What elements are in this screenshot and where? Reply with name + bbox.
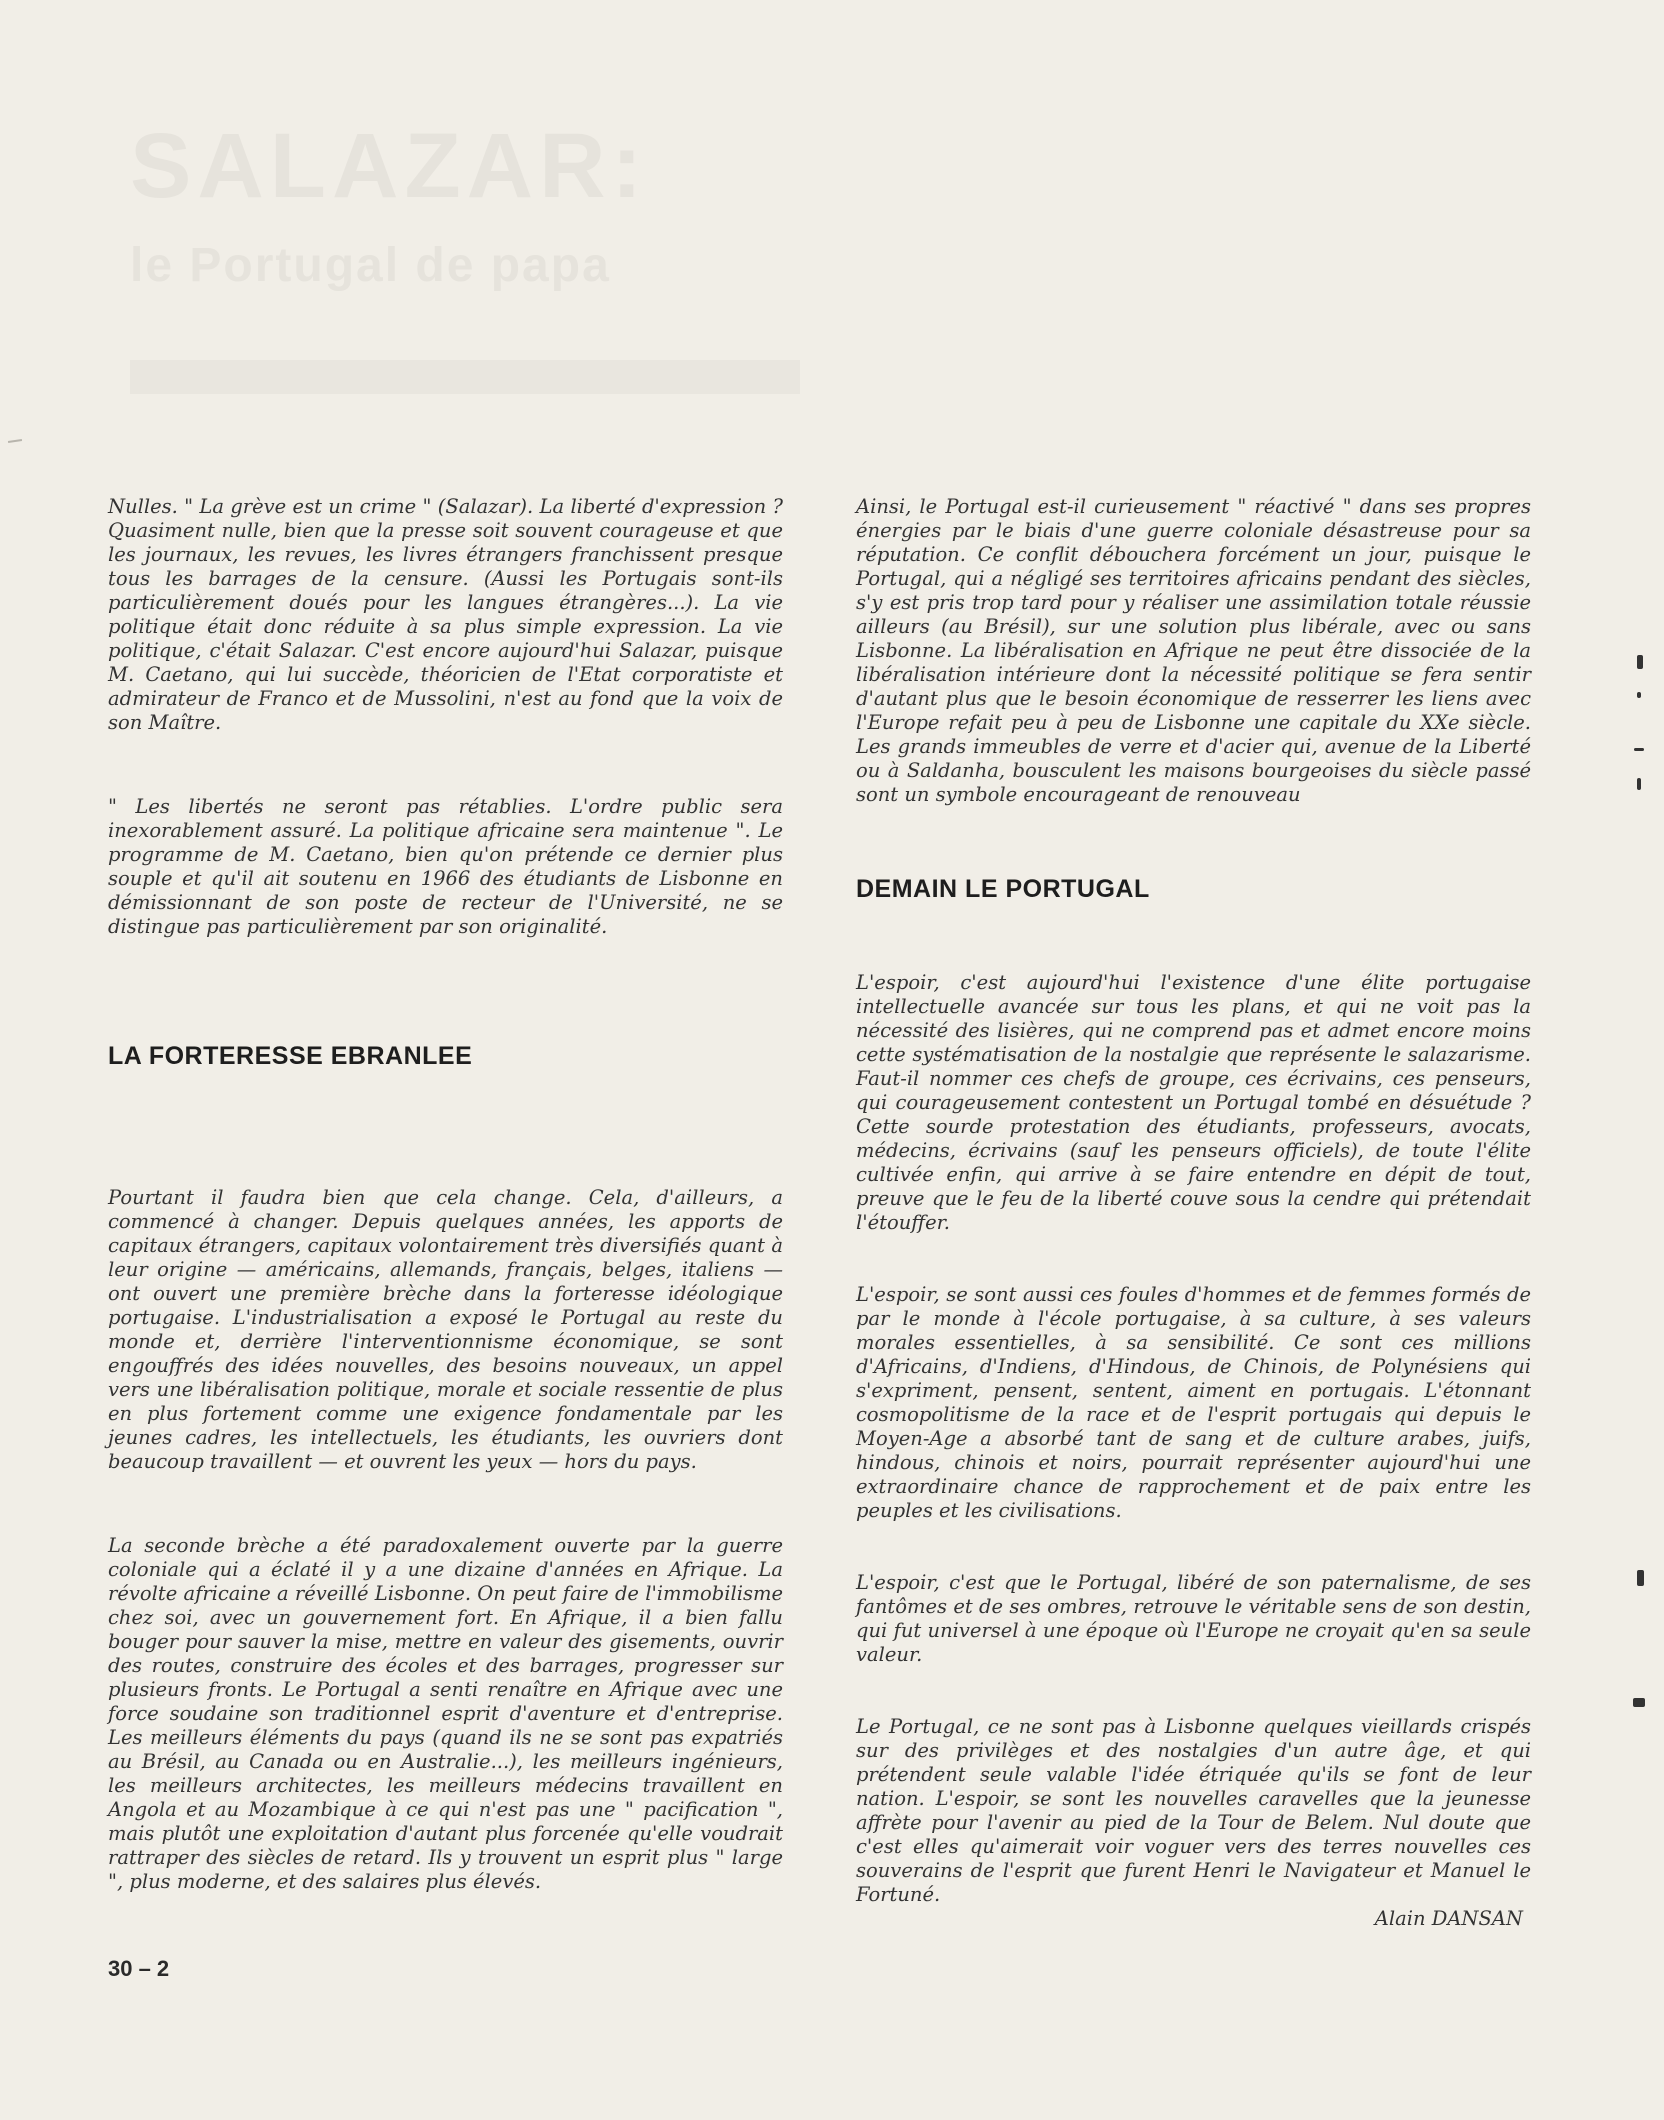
ghost-title: SALAZAR: bbox=[130, 115, 649, 217]
left-paragraph-3: Pourtant il faudra bien que cela change. Cela, d'ailleurs, a commencé à changer. Depuis quelques années, les apports de capitaux étrangers, capitaux volontairement très diversifiés quant à leur origine — américains, allemands, français, belges, italiens — ont ouvert une première brèche dans la forteresse idéologique portugaise. L'industrialisation a exposé le Portugal au reste du monde et, derrière l'interventionnisme économique, se sont engouffrés des idées nouvelles, des besoins nouveaux, un appel vers une libéralisation politique, morale et sociale ressentie de plus en plus fortement comme une exigence fondamentale par les jeunes cadres, les intellectuels, les étudiants, les ouvriers dont beaucoup travaillent — et ouvrent les yeux — hors du pays. bbox=[108, 1186, 783, 1473]
show-through-header bbox=[130, 115, 830, 394]
paragraph-gap bbox=[856, 1667, 1531, 1715]
right-paragraph-3: L'espoir, se sont aussi ces foules d'hommes et de femmes formés de par le monde à l'école portugaise, à sa culture, à ses valeurs morales essentielles, à sa sensibilité. Ce sont ces millions d'Africains, d'Indiens, d'Hindous, de Chinois, de Polynésiens qui s'expriment, pensent, sentent, aiment en portugais. L'étonnant cosmopolitisme de la race et de l'esprit portugais qui depuis le Moyen-Age a absorbé tant de sang et de culture arabes, juifs, hindous, chinois et noirs, pourrait représenter aujourd'hui une extraordinaire chance de rapprochement et de paix entre les peuples et les civilisations. bbox=[856, 1283, 1531, 1522]
ghost-bar bbox=[130, 360, 800, 394]
section-heading-demain: DEMAIN LE PORTUGAL bbox=[856, 875, 1150, 903]
section-heading-forteresse: LA FORTERESSE EBRANLEE bbox=[108, 1042, 473, 1070]
ghost-subtitle: le Portugal de papa bbox=[130, 239, 611, 292]
margin-tick bbox=[8, 439, 22, 443]
margin-mark bbox=[1637, 692, 1641, 698]
right-paragraph-2: L'espoir, c'est aujourd'hui l'existence d'une élite portugaise intellectuelle avancée sur tous les plans, et qui ne voit pas la nécessité des lisières, qui ne comprend pas et admet encore moins cette systématisation de la nostalgie que représente le salazarisme. Faut-il nommer ces chefs de groupe, ces écrivains, ces penseurs, qui courageusement contestent un Portugal tombé en désuétude ? Cette sourde protestation des étudiants, professeurs, avocats, médecins, écrivains (sauf les penseurs officiels), de toute l'élite cultivée enfin, qui arrive à se faire entendre en dépit de tout, preuve que le feu de la liberté couve sous la cendre qui prétendait l'étouffer. bbox=[856, 971, 1531, 1234]
paragraph-gap bbox=[108, 735, 783, 795]
right-paragraph-1: Ainsi, le Portugal est-il curieusement " réactivé " dans ses propres énergies par le biais d'une guerre coloniale désastreuse pour sa réputation. Ce conflit débouchera forcément un jour, puisque le Portugal, qui a négligé ses territoires africains pendant des siècles, s'y est pris trop tard pour y réaliser une assimilation totale réussie ailleurs (au Brésil), sur une solution plus libérale, avec ou sans Lisbonne. La libéralisation en Afrique ne peut être dissociée de la libéralisation intérieure dont la nécessité politique se fera sentir d'autant plus que le besoin économique de resserrer les liens avec l'Europe refait peu à peu de Lisbonne une capitale du XXe siècle. Les grands immeubles de verre et d'acier qui, avenue de la Liberté ou à Saldanha, bousculent les maisons bourgeoises du siècle passé sont un symbole encourageant de renouveau bbox=[856, 495, 1531, 806]
right-paragraph-5: Le Portugal, ce ne sont pas à Lisbonne quelques vieillards crispés sur des privilèges et des nostalgies d'un autre âge, et qui prétendent seule valable l'idée étriquée qu'ils se font de leur nation. L'espoir, se sont les nouvelles caravelles que la jeunesse affrète pour l'avenir au pied de la Tour de Belem. Nul doute que c'est elles qu'aimerait voir voguer vers des terres nouvelles ces souverains de l'esprit que furent Henri le Navigateur et Manuel le Fortuné. bbox=[856, 1715, 1531, 1906]
author-signature: Alain DANSAN bbox=[1374, 1907, 1523, 1930]
right-paragraph-4: L'espoir, c'est que le Portugal, libéré de son paternalisme, de ses fantômes et de ses ombres, retrouve le véritable sens de son destin, qui fut universel à une époque où l'Europe ne croyait qu'en sa seule valeur. bbox=[856, 1571, 1531, 1666]
left-paragraph-4: La seconde brèche a été paradoxalement ouverte par la guerre coloniale qui a éclaté il y a une dizaine d'années en Afrique. La révolte africaine a réveillé Lisbonne. On peut faire de l'immobilisme chez soi, avec un gouvernement fort. En Afrique, il a bien fallu bouger pour sauver la mise, mettre en valeur des gisements, ouvrir des routes, construire des écoles et des barrages, progresser sur plusieurs fronts. Le Portugal a senti renaître en Afrique avec une force soudaine son traditionnel esprit d'aventure et d'entreprise. Les meilleurs éléments du pays (quand ils ne se sont pas expatriés au Brésil, au Canada ou en Australie...), les meilleurs ingénieurs, les meilleurs architectes, les meilleurs médecins travaillent en Angola et au Mozambique à ce qui n'est pas une " pacification ", mais plutôt une exploitation d'autant plus forcenée qu'elle voudrait rattraper des siècles de retard. Ils y trouvent un esprit plus " large ", plus moderne, et des salaires plus élevés. bbox=[108, 1534, 783, 1893]
margin-mark bbox=[1634, 748, 1644, 751]
paragraph-gap bbox=[856, 1523, 1531, 1571]
right-column bbox=[856, 495, 1531, 1931]
margin-mark bbox=[1637, 778, 1641, 790]
paragraph-gap bbox=[108, 1474, 783, 1534]
paragraph-gap bbox=[856, 1235, 1531, 1283]
margin-mark bbox=[1637, 1570, 1644, 1586]
left-paragraph-2: " Les libertés ne seront pas rétablies. L'ordre public sera inexorablement assuré. La politique africaine sera maintenue ". Le programme de M. Caetano, bien qu'on prétende ce dernier plus souple et qu'il ait soutenu en 1966 des étudiants de Lisbonne en démissionnant de son poste de recteur de l'Université, ne se distingue pas particulièrement par son originalité. bbox=[108, 795, 783, 938]
left-paragraph-1: Nulles. " La grève est un crime " (Salazar). La liberté d'expression ? Quasiment nulle, bien que la presse soit souvent courageuse et que les journaux, les revues, les livres étrangers franchissent presque tous les barrages de la censure. (Aussi les Portugais sont-ils particulièrement doués pour les langues étrangères...). La vie politique était donc réduite à sa plus simple expression. La vie politique, c'était Salazar. C'est encore aujourd'hui Salazar, puisque M. Caetano, qui lui succède, théoricien de l'Etat corporatiste et admirateur de Franco et de Mussolini, n'est au fond que la voix de son Maître. bbox=[108, 495, 783, 734]
left-column bbox=[108, 495, 783, 1894]
margin-mark bbox=[1633, 1698, 1645, 1707]
margin-mark bbox=[1637, 655, 1643, 669]
page-number: 30 – 2 bbox=[108, 1956, 170, 1981]
